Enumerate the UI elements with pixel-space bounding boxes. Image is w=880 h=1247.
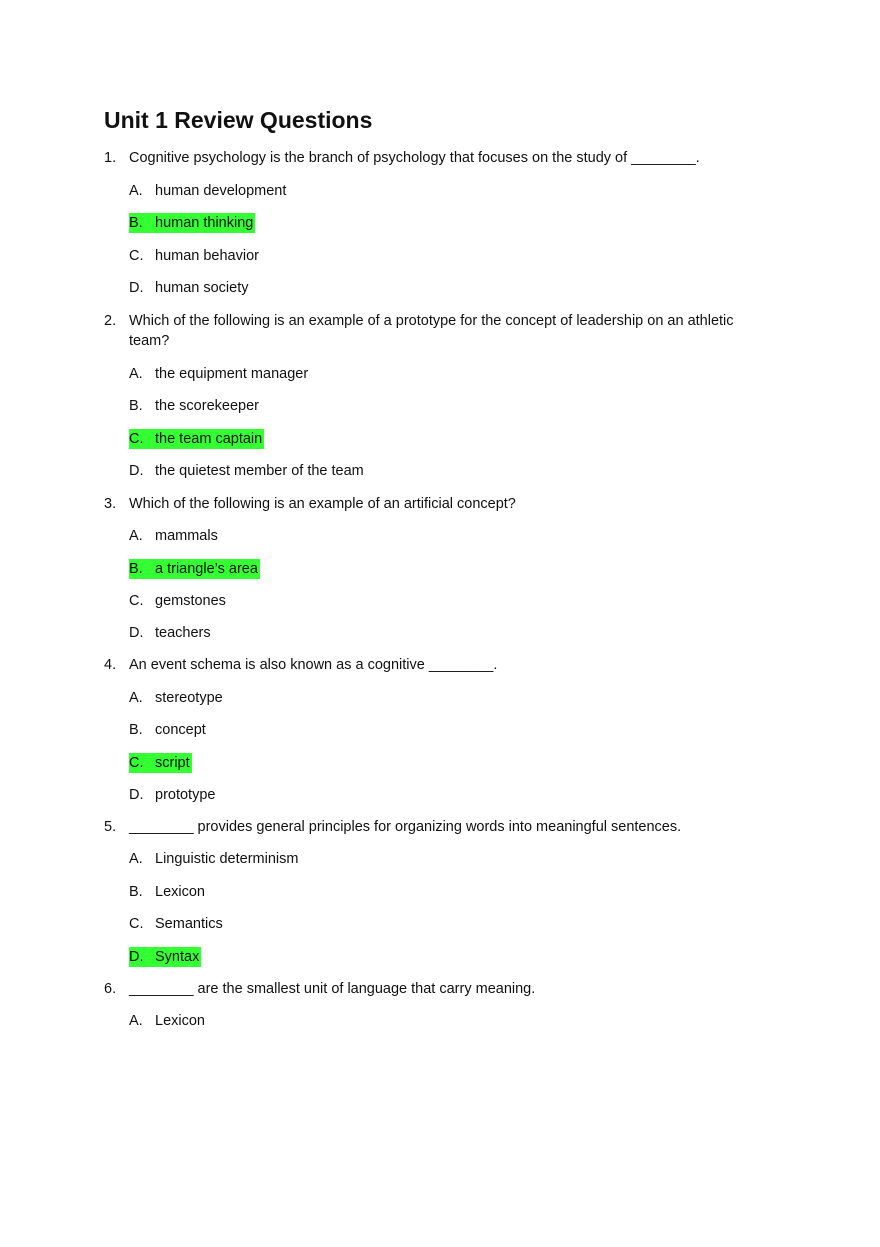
option-text: Lexicon [155, 884, 205, 900]
option-text: script [155, 755, 190, 771]
option-letter: D. [129, 787, 144, 803]
question-text: ________ provides general principles for organizing words into meaningful sentences. [129, 819, 682, 835]
question-text: Cognitive psychology is the branch of psychology that focuses on the study of ________. [129, 150, 700, 166]
answer-option [129, 785, 217, 805]
question-number: 5. [104, 819, 117, 835]
question-number: 2. [104, 313, 117, 329]
option-text: human thinking [155, 215, 254, 231]
option-text: the equipment manager [155, 366, 309, 382]
option-letter: A. [129, 1013, 143, 1029]
answer-option [129, 278, 251, 298]
answer-option [129, 461, 366, 481]
answer-option [129, 1011, 207, 1031]
answer-option [129, 526, 220, 546]
option-text: human behavior [155, 248, 259, 264]
page-title: Unit 1 Review Questions [104, 107, 373, 133]
answer-option [129, 914, 225, 934]
answer-option [129, 849, 300, 869]
option-text: teachers [155, 625, 211, 641]
option-text: a triangle’s area [155, 561, 258, 577]
option-text: stereotype [155, 690, 223, 706]
answer-option [129, 882, 207, 902]
option-letter: A. [129, 528, 143, 544]
option-text: Syntax [155, 949, 200, 965]
option-letter: C. [129, 755, 144, 771]
option-letter: D. [129, 625, 144, 641]
answer-option-correct [129, 559, 260, 579]
answer-option-correct [129, 429, 264, 449]
question-number: 3. [104, 496, 117, 512]
option-text: the quietest member of the team [155, 463, 364, 479]
answer-option [129, 591, 228, 611]
question-text: ________ are the smallest unit of language that carry meaning. [129, 981, 536, 997]
answer-option [129, 246, 261, 266]
option-letter: A. [129, 851, 143, 867]
option-text: Linguistic determinism [155, 851, 299, 867]
option-letter: C. [129, 431, 144, 447]
question-number: 6. [104, 981, 117, 997]
option-letter: C. [129, 916, 144, 932]
answer-option [129, 181, 288, 201]
answer-option-correct [129, 947, 201, 967]
question-text: Which of the following is an example of a prototype for the concept of leadership on an athletic team? [129, 313, 734, 349]
answer-option-correct [129, 213, 255, 233]
option-text: concept [155, 722, 206, 738]
question-number: 4. [104, 657, 117, 673]
option-text: Semantics [155, 916, 223, 932]
option-letter: A. [129, 366, 143, 382]
option-letter: B. [129, 884, 143, 900]
answer-option [129, 396, 261, 416]
option-text: the team captain [155, 431, 263, 447]
option-letter: B. [129, 561, 143, 577]
option-text: human society [155, 280, 249, 296]
option-text: prototype [155, 787, 216, 803]
option-text: gemstones [155, 593, 226, 609]
option-text: mammals [155, 528, 218, 544]
option-letter: D. [129, 280, 144, 296]
question-number: 1. [104, 150, 117, 166]
option-letter: D. [129, 463, 144, 479]
answer-option [129, 364, 310, 384]
option-letter: B. [129, 215, 143, 231]
option-letter: D. [129, 949, 144, 965]
option-letter: B. [129, 722, 143, 738]
question-text: An event schema is also known as a cognitive ________. [129, 657, 498, 673]
option-letter: A. [129, 690, 143, 706]
answer-option [129, 720, 208, 740]
option-text: the scorekeeper [155, 398, 259, 414]
option-text: human development [155, 183, 287, 199]
option-letter: A. [129, 183, 143, 199]
question-text: Which of the following is an example of an artificial concept? [129, 496, 516, 512]
answer-option [129, 623, 213, 643]
option-letter: C. [129, 248, 144, 264]
option-text: Lexicon [155, 1013, 205, 1029]
option-letter: B. [129, 398, 143, 414]
option-letter: C. [129, 593, 144, 609]
answer-option-correct [129, 753, 192, 773]
answer-option [129, 688, 225, 708]
